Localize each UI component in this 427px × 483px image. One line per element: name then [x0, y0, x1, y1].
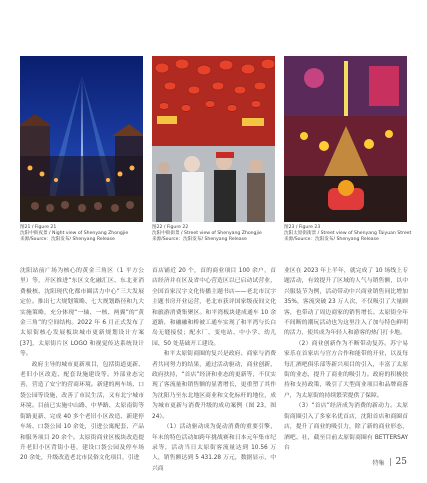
figure-23-title: 沈阳太原街街景 / Street view of Shenyang Taiyuan Street — [284, 230, 412, 236]
paragraph: （2）商业创新作为不断带动复苏。苏宁易家乐在首家店与官方合作和能带的开业，以及每每汇酒吧俱乐部等新兴项目的引入，丰富了太原街的业态，提升了商业的吸引力。政府的积极扶持和支持政策，吸引了大型商业项目和品牌商落户，为太原街的持续繁荣提供了保障。 — [284, 340, 408, 399]
figure-22-title: 沈阳中街街景 / Street view of Shenyang Zhongjie — [152, 230, 262, 236]
paragraph: 沈阳站前广场为核心的黄金三角区（1 平方公里）等，开区推进“东区文化融汇区、东北亚消费极核、沈阳现代化都市圈活力中心”三大发展定位。推出七大规划策略、七大规划路径和九大实施策略，充分体现“一轴、一核、两翼”的“黄金三角”的空间结构。2022 年 6 月正式发布了太原街核心发展板块城市更新规划设计方案 [37]，太原街片区 LOGO 和视觉传达系统设计等。 — [20, 268, 144, 358]
figure-21-number: 图21 / Figure 21 — [20, 225, 57, 230]
figure-22-image — [152, 56, 275, 222]
paragraph: 业区在 2023 年上半年，就完成了 10 场线上专题活动，有效提升了区域的人气与销售额，以中兴服装节为例，活动带动中兴商业销售同比增加 35%，客流突破 23 万人次，不仅吸引了大量顾客，也带动了周边商家的销售增长。太原街全年不间断的潮玩活动也为这里注入了加与特色鲜明的活力，使其成为年轻人和游客的热门打卡地。 — [284, 268, 408, 337]
page-footer — [373, 457, 407, 467]
figure-21-source: 来源/Source：沈阳发布/ Shenyang Release — [20, 236, 115, 242]
figure-21-title: 沈阳中街夜景 / Night view of Shenyang Zhongjie — [20, 230, 129, 236]
paragraph: 首店铺近 20 个，首的商业项目 100 余户，首店经济并在区及省中心营造区以已启动试营业，全国首家汉字文化传播主题书店——老北市汉字主题书房开业运营，老北市获评国家级夜间文化和旅游消费集聚区。和平湾板块建成通车 10 余道路，和融融和桥被工通车实现了和平湾与长白岛无缝接驳；配水厂、变电站、中小学、幼儿园、50 处基础开工建设。 — [152, 268, 276, 347]
figure-21-caption — [20, 225, 145, 242]
paragraph: 和平太原街商圈的复兴是政府、商家与消费者共同努力的结果，通过活动驱动，商业创新，政府扶持，“首店”经济和业态的更新等，不仅实现了客流量和销售额的显著增长，更重塑了其作为沈阳乃至东北地区商业和文化标杆的地位，成为城市更新与消费升级的成功案例（图 23，图 24）。 — [152, 351, 276, 420]
text-column-2 — [152, 266, 276, 474]
figure-23-number: 图23 / Figure 23 — [284, 225, 321, 230]
figure-23-image — [284, 56, 407, 222]
page-number: 25 — [395, 457, 407, 467]
paragraph: 政府主导的城市更新项目，包括街道更新、老旧小区改造、配套设施建设等。外部业态完善，营造了安宁的营商环境。新建的两车场、口袋公园等设施，改善了市民生活，又有北宁城市环境。目前已实施中山路、中华路、太原南街等街路更新、完成 40 多个老旧小区改造、新建停车场、口袋公园 10 余处，引进公寓配套、产品和服务项目 20 余个。太原街商业区板块改造提升老旧小区背街小巷，建设口袋公园及停车场 20 余处，升级改造老北市民俗文化项目，引进 — [20, 361, 144, 462]
figure-22-number: 图22 / Figure 22 — [152, 225, 189, 230]
figure-23-caption — [284, 225, 412, 242]
text-column-1 — [20, 266, 144, 464]
footer-divider — [390, 458, 391, 466]
paragraph: （3）“首店”经济成为消费的新动力。太原街商圈引入了多家名优首店，沈阳首店和商圈首店，提升了商业的吸引力，除了新的商业形态，酒吧、社，截至目前太原街商圈有 BETTERSAY 台 — [284, 403, 408, 451]
paragraph: （1）活动驱动成为促动消费的重要引擎，年末的特色活动如跨年挑战赛和日本元年集市纪录等，活动当日太原街客流量达到 10.56 万人，销售额达到 5 431.28 万元，数据显示，中兴商 — [152, 424, 276, 472]
figure-21-image — [20, 56, 143, 222]
figure-23-source: 来源/Source：沈阳发布/ Shenyang Release — [284, 236, 379, 242]
text-column-3 — [284, 266, 408, 453]
figure-22-caption — [152, 225, 277, 242]
section-label: 特集 — [372, 459, 385, 467]
figure-22-source: 来源/Source：沈阳发布/ Shenyang Release — [152, 236, 247, 242]
